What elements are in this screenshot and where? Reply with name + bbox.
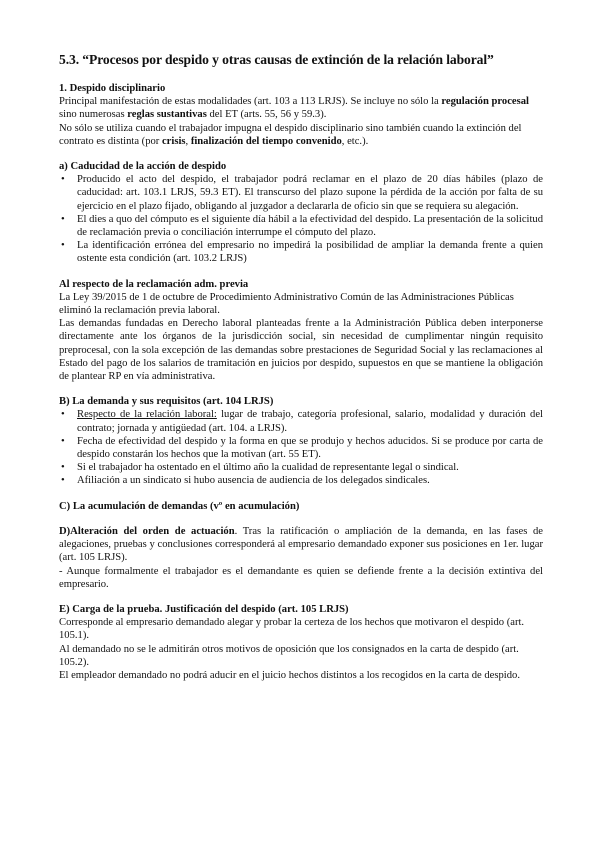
section-heading-carga-prueba: E) Carga de la prueba. Justificación del despido (art. 105 LRJS) bbox=[59, 603, 349, 615]
caducidad-list bbox=[59, 173, 543, 265]
list-item: • Respecto de la relación laboral: lugar de trabajo, categoría profesional, salario, modalidad y duración del contrato; jornada y antigüedad (art. 104. a LRJS). bbox=[59, 408, 543, 434]
paragraph-formalmente: - Aunque formalmente el trabajador es el demandante es quien se defiende frente a la decisión extintiva del empresario. bbox=[59, 565, 543, 590]
paragraph-corresponde: Corresponde al empresario demandado alegar y probar la certeza de los hechos que motivaron el despido (art. 105.1). bbox=[59, 617, 525, 642]
document-page bbox=[59, 52, 543, 682]
list-item: • Afiliación a un sindicato si hubo ausencia de audiencia de los delegados sindicales. bbox=[59, 474, 543, 487]
list-item: • La identificación errónea del empresario no impedirá la posibilidad de ampliar la demanda frente a quien ostente esta condición (art. 103.2 LRJS) bbox=[59, 239, 543, 265]
list-item: • Fecha de efectividad del despido y la forma en que se produjo y hechos aducidos. Si se produce por carta de despido constarán los hechos que la motivan (art. 55 ET). bbox=[59, 435, 543, 461]
paragraph-empleador: El empleador demandado no podrá aducir en el juicio hechos distintos a los recogidos en la carta de despido. bbox=[59, 669, 520, 681]
paragraph-demandado: Al demandado no se le admitirán otros motivos de oposición que los consignados en la carta de despido (art. 105.2). bbox=[59, 643, 519, 668]
section-heading-despido-disciplinario: 1. Despido disciplinario bbox=[59, 83, 166, 94]
section-heading-reclamacion-previa: Al respecto de la reclamación adm. previa bbox=[59, 278, 249, 290]
page-title: 5.3. “Procesos por despido y otras causas de extinción de la relación laboral” bbox=[59, 52, 494, 67]
list-item: • Si el trabajador ha ostentado en el último año la cualidad de representante legal o sindical. bbox=[59, 461, 543, 474]
demanda-list bbox=[59, 408, 543, 487]
paragraph-demandas: Las demandas fundadas en Derecho laboral planteadas frente a la Administración Pública deben interponerse directamente ante los órganos de la jurisdicción social, sin necesidad de cumplimentar ningún requisito preprocesal, con la sola excepción de las demandas sobre prestaciones de Seguridad Social y las reclamaciones al Estado del pago de los salarios de tramitación en juicios por despido, supuestos en que se mantiene la obligación de plantear RP en vía administrativa. bbox=[59, 318, 543, 383]
paragraph-ley: La Ley 39/2015 de 1 de octubre de Procedimiento Administrativo Común de las Administraciones Públicas eliminó la reclamación previa laboral. bbox=[59, 291, 514, 317]
section-heading-demanda: B) La demanda y sus requisitos (art. 104 LRJS) bbox=[59, 396, 274, 408]
paragraph-manifestacion: Principal manifestación de estas modalidades (art. 103 a 113 LRJS). Se incluye no sólo la regulación procesal sino numerosas reglas sustantivas del ET (arts. 55, 56 y 59.3). bbox=[59, 96, 529, 121]
section-heading-caducidad: a) Caducidad de la acción de despido bbox=[59, 161, 227, 173]
list-item: • El dies a quo del cómputo es el siguiente día hábil a la efectividad del despido. La presentación de la solicitud de reclamación previa o conciliación interrumpe el cómputo del plazo. bbox=[59, 213, 543, 239]
paragraph-uso: No sólo se utiliza cuando el trabajador impugna el despido disciplinario sino también cuando la extinción del contrato es distinta (por crisis, finalización del tiempo convenido, etc.). bbox=[59, 122, 522, 147]
paragraph-alteracion: D)Alteración del orden de actuación. Tras la ratificación o ampliación de la demanda, en las fases de alegaciones, pruebas y conclusiones corresponderá al empresario demandado exponer sus posiciones en 1er. lugar (art. 105 LRJS). bbox=[59, 525, 543, 564]
section-heading-acumulacion: C) La acumulación de demandas (vº en acumulación) bbox=[59, 500, 300, 512]
list-item: • Producido el acto del despido, el trabajador podrá reclamar en el plazo de 20 días hábiles (plazo de caducidad: art. 103.1 LRJS, 59.3 ET). El transcurso del plazo supone la pérdida de la acción por falta de su ejercicio en el plazo fijado, obligando al juzgador a declararla de oficio sin que se requiera su alegación. bbox=[59, 173, 543, 213]
